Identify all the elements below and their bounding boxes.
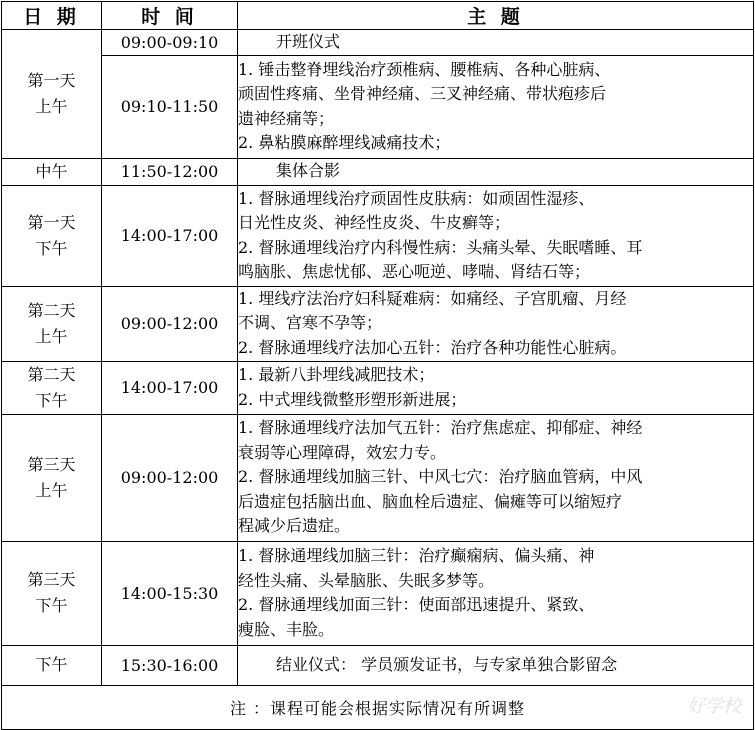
topic-line: 经性头痛、头晕脑胀、失眠多梦等。	[238, 570, 495, 590]
header-topic: 主 题	[238, 2, 754, 30]
topic-line: 结业仪式： 学员颁发证书，与专家单独合影留念	[276, 654, 618, 674]
time-cell: 09:00-09:10	[102, 30, 238, 56]
table-row	[2, 645, 754, 685]
time-cell: 14:00-17:00	[102, 185, 238, 286]
table-row	[2, 541, 754, 645]
topic-line: 集体合影	[276, 161, 341, 181]
topic-line: 瘦脸、丰脸。	[238, 619, 335, 639]
topic-line: 1. 锤击整脊埋线治疗颈椎病、腰椎病、各种心脏病、	[238, 59, 611, 79]
date-label: 下午	[35, 238, 68, 258]
date-cell	[2, 286, 102, 361]
time-cell: 09:10-11:50	[102, 55, 238, 158]
topic-line: 1. 督脉通埋线加脑三针：治疗癫痫病、偏头痛、神	[238, 546, 595, 565]
date-label: 下午	[35, 596, 68, 615]
date-cell	[2, 414, 102, 541]
table-row	[2, 185, 754, 286]
table-row	[2, 286, 754, 361]
time-cell: 09:00-12:00	[102, 286, 238, 361]
topic-line: 后遗症包括脑出血、脑血栓后遗症、偏瘫等可以缩短疗	[238, 491, 623, 511]
time-cell: 14:00-17:00	[102, 361, 238, 414]
date-label: 上午	[35, 96, 68, 116]
topic-line: 1. 督脉通埋线疗法加气五针：治疗焦虑症、抑郁症、神经	[238, 418, 643, 438]
date-label: 第三天	[27, 570, 76, 589]
time-cell: 15:30-16:00	[102, 645, 238, 685]
topic-line: 鸣脑胀、焦虑忧郁、恶心呃逆、哮喘、肾结石等；	[238, 262, 591, 281]
topic-line: 2. 督脉通埋线治疗内科慢性病：头痛头晕、失眠嗜睡、耳	[238, 237, 643, 257]
topic-line: 2. 鼻粘膜麻醉埋线减痛技术；	[238, 133, 451, 152]
topic-line: 1. 最新八卦埋线减肥技术；	[238, 365, 435, 384]
table-row	[2, 158, 754, 185]
schedule-table	[1, 1, 754, 730]
date-label: 中午	[35, 161, 68, 181]
date-label: 上午	[35, 326, 68, 346]
topic-line: 程减少后遗症。	[238, 516, 351, 536]
date-label: 第三天	[27, 454, 76, 474]
date-label: 第二天	[27, 300, 76, 320]
table-row	[2, 414, 754, 541]
date-label: 第一天	[27, 70, 76, 90]
header-row	[2, 2, 754, 30]
note-text: 注 ：课程可能会根据实际情况有所调整	[2, 685, 754, 729]
topic-cell	[238, 414, 754, 541]
topic-line: 2. 督脉通埋线疗法加心五针：治疗各种功能性心脏病。	[238, 337, 627, 357]
table-row	[2, 30, 754, 56]
date-cell	[2, 185, 102, 286]
date-label: 下午	[35, 390, 68, 410]
topic-line: 2. 督脉通埋线加面三针：使面部迅速提升、紧致、	[238, 595, 595, 614]
date-cell	[2, 645, 102, 685]
time-cell: 11:50-12:00	[102, 158, 238, 185]
topic-line: 不调、宫寒不孕等；	[238, 313, 383, 333]
table-row	[2, 361, 754, 414]
topic-line: 衰弱等心理障碍，效宏力专。	[238, 442, 447, 462]
topic-line: 遗神经痛等；	[238, 108, 335, 128]
topic-cell	[238, 30, 754, 56]
topic-line: 1. 埋线疗法治疗妇科疑难病：如痛经、子宫肌瘤、月经	[238, 288, 627, 308]
time-cell: 09:00-12:00	[102, 414, 238, 541]
topic-cell	[238, 55, 754, 158]
date-cell	[2, 541, 102, 645]
topic-cell	[238, 541, 754, 645]
watermark-logo: 好学校	[687, 696, 741, 717]
date-label: 第二天	[27, 364, 76, 384]
topic-line: 开班仪式	[276, 32, 341, 51]
topic-line: 2. 中式埋线微整形塑形新进展；	[238, 389, 467, 409]
topic-cell	[238, 286, 754, 361]
table-row	[2, 55, 754, 158]
header-date: 日 期	[2, 2, 102, 30]
note-row	[2, 685, 754, 729]
topic-line: 日光性皮炎、神经性皮炎、牛皮癣等；	[238, 213, 511, 232]
topic-cell	[238, 185, 754, 286]
topic-line: 1. 督脉通埋线治疗顽固性皮肤病：如顽固性湿疹、	[238, 188, 595, 208]
date-cell	[2, 361, 102, 414]
date-label: 第一天	[27, 212, 76, 232]
topic-cell	[238, 361, 754, 414]
date-cell	[2, 30, 102, 159]
header-time: 时 间	[102, 2, 238, 30]
topic-cell	[238, 645, 754, 685]
topic-line: 2. 督脉通埋线加脑三针、中风七穴：治疗脑血管病，中风	[238, 467, 643, 487]
date-cell	[2, 158, 102, 185]
date-label: 上午	[35, 480, 68, 500]
time-cell: 14:00-15:30	[102, 541, 238, 645]
topic-cell	[238, 158, 754, 185]
date-label: 下午	[35, 655, 68, 674]
topic-line: 顽固性疼痛、坐骨神经痛、三叉神经痛、带状疱疹后	[238, 84, 607, 103]
